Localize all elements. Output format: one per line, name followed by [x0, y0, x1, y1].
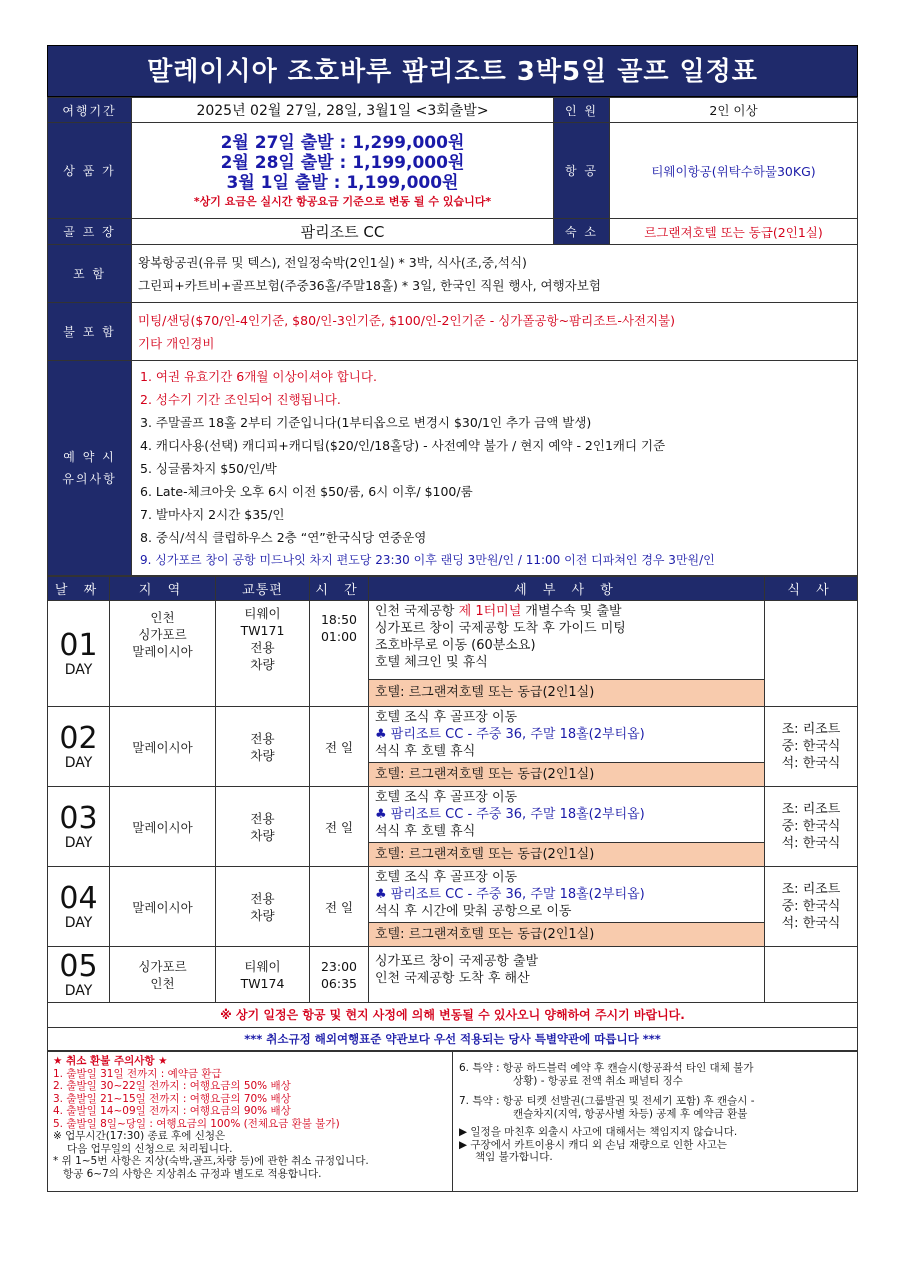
day-row [48, 787, 858, 867]
special-bullet: 책임 불가합니다. [475, 1151, 553, 1163]
notice-label-line: 예 약 시 [63, 450, 116, 464]
cancel-policy: *** 취소규정 해외여행표준 약관보다 우선 적용되는 당사 특별약관에 따릅니다 *** [48, 1028, 858, 1051]
notice-item: 9. 싱가포르 창이 공항 미드나잇 차지 편도당 23:30 이후 랜딩 3만원/인 / 11:00 이전 디파쳐인 경우 3만원/인 [140, 552, 715, 567]
meal: 조: 리조트 중: 한국식 석: 한국식 [765, 787, 858, 867]
detail-line: ♣ 팜리조트 CC - 주중 36, 주말 18홀(2부티옵) [375, 807, 645, 822]
detail-line: 싱가포르 창이 국제공항 도착 후 가이드 미팅 [375, 621, 626, 636]
detail-line: 조호바루로 이동 (60분소요) [375, 638, 536, 653]
meal: 조: 리조트 중: 한국식 석: 한국식 [765, 707, 858, 787]
terminal-highlight: 제 1터미널 [458, 604, 522, 619]
detail-line: 석식 후 시간에 맞춰 공항으로 이동 [375, 904, 572, 919]
cancel-rules [48, 1052, 453, 1192]
detail-line: 석식 후 호텔 휴식 [375, 744, 476, 759]
hotel-line: 호텔: 르그랜져호텔 또는 동급(2인1실) [369, 762, 764, 786]
special-item: 7. 특약 : 항공 티켓 선발권(그룹발권 및 전세기 포함) 후 캔슬시 - [459, 1095, 755, 1107]
price-line: 3월 1일 출발 : 1,199,000원 [226, 172, 459, 193]
special-terms [453, 1052, 858, 1192]
hotel-value: 르그랜져호텔 또는 동급(2인1실) [610, 219, 858, 245]
special-bullet: ▶ 일정을 마친후 외출시 사고에 대해서는 책임지지 않습니다. [459, 1126, 738, 1138]
details-cell [369, 707, 765, 787]
price-note: *상기 요금은 실시간 항공요금 기준으로 변동 될 수 있습니다* [193, 194, 492, 208]
exclude-label: 불 포 함 [48, 303, 132, 361]
hotel-line: 호텔: 르그랜져호텔 또는 동급(2인1실) [369, 922, 764, 946]
detail-line: ♣ 팜리조트 CC - 주중 36, 주말 18홀(2부티옵) [375, 887, 645, 902]
meal [765, 947, 858, 1003]
people-label: 인 원 [554, 98, 610, 123]
day-label: DAY [64, 754, 93, 771]
day-label: DAY [64, 834, 93, 851]
notice-item: 4. 캐디사용(선택) 캐디피+캐디팁($20/인/18홀당) - 사전예약 불가 / 현지 예약 - 2인1캐디 기준 [140, 437, 666, 453]
details-text [369, 947, 764, 989]
meal [765, 601, 858, 707]
detail-line: 호텔 조식 후 골프장 이동 [375, 870, 518, 885]
notice-item: 6. Late-체크아웃 오후 6시 이전 $50/룸, 6시 이후/ $100/룸 [140, 483, 473, 499]
header-transport: 교통편 [216, 577, 310, 601]
header-date: 날 짜 [48, 577, 110, 601]
details-text [369, 601, 764, 673]
price-line: 2월 27일 출발 : 1,299,000원 [220, 132, 465, 153]
header-details: 세 부 사 항 [369, 577, 765, 601]
notice-item: 7. 발마사지 2시간 $35/인 [140, 506, 285, 522]
day-number: 05 [59, 948, 98, 984]
special-item: 캔슬차지(지역, 항공사별 차등) 공제 후 예약금 환불 [513, 1107, 748, 1120]
airline-value: 티웨이항공(위탁수하물30KG) [610, 123, 858, 219]
day-label: DAY [64, 914, 93, 931]
exclude-line: 미팅/샌딩($70/인-4인기준, $80/인-3인기준, $100/인-2인기준 - 싱가폴공항~팜리조트-사전지불) [138, 312, 676, 328]
header-time: 시 간 [310, 577, 369, 601]
schedule-table [47, 576, 858, 1051]
detail-line: 호텔 체크인 및 휴식 [375, 655, 488, 670]
region: 싱가포르 인천 [110, 947, 216, 1003]
detail-line: ♣ 팜리조트 CC - 주중 36, 주말 18홀(2부티옵) [375, 727, 645, 742]
price-line: 2월 28일 출발 : 1,199,000원 [220, 152, 465, 173]
cancel-item: 1. 출발일 31일 전까지 : 예약금 환급 [53, 1067, 222, 1080]
header-region: 지 역 [110, 577, 216, 601]
cancel-title: ★ 취소 환불 주의사항 ★ [53, 1055, 168, 1067]
notice-item: 3. 주말골프 18홀 2부티 기준입니다(1부티옵으로 변경시 $30/1인 추가 금액 발생) [140, 414, 592, 430]
details-cell [369, 947, 765, 1003]
region: 인천 싱가포르 말레이시아 [110, 601, 216, 707]
day-number: 01 [59, 627, 98, 663]
cancel-note: * 위 1~5번 사항은 지상(숙박,골프,차량 등)에 관한 취소 규정입니다. [53, 1155, 369, 1167]
price-label: 상 품 가 [48, 123, 132, 219]
info-table [47, 97, 858, 576]
time: 18:50 01:00 [310, 601, 369, 707]
include-line: 그린피+카트비+골프보험(주중36홀/주말18홀) * 3일, 한국인 직원 행사, 여행자보험 [138, 277, 601, 293]
notice-label [48, 361, 132, 576]
golf-value: 팜리조트 CC [132, 219, 554, 245]
header-meal: 식 사 [765, 577, 858, 601]
day-number: 02 [59, 720, 98, 756]
cancel-note: ※ 업무시간(17:30) 종료 후에 신청은 [53, 1130, 226, 1142]
notice-item: 2. 성수기 기간 조인되어 진행됩니다. [140, 391, 341, 407]
exclude-line: 기타 개인경비 [138, 335, 215, 351]
notice-item: 1. 여권 유효기간 6개월 이상이셔야 합니다. [140, 368, 377, 384]
cancellation-table [47, 1051, 858, 1192]
include-line: 왕복항공권(유류 및 텍스), 전일정숙박(2인1실) * 3박, 식사(조,중,석식) [138, 254, 527, 270]
cancel-note: 항공 6~7의 사항은 지상취소 규정과 별도로 적용합니다. [63, 1167, 322, 1180]
details-text [369, 787, 764, 842]
detail-line: 석식 후 호텔 휴식 [375, 824, 476, 839]
special-bullet: ▶ 구장에서 카트이용시 캐디 외 손님 재량으로 인한 사고는 [459, 1138, 728, 1151]
day-row [48, 707, 858, 787]
notice-item: 8. 중식/석식 클럽하우스 2층 “연”한국식당 연중운영 [140, 529, 427, 545]
time: 전 일 [310, 867, 369, 947]
transport: 전용 차량 [216, 787, 310, 867]
details-cell [369, 787, 765, 867]
day-row [48, 601, 858, 707]
people-value: 2인 이상 [610, 98, 858, 123]
details-text [369, 707, 764, 762]
period-value: 2025년 02월 27일, 28일, 3월1일 <3회출발> [132, 98, 554, 123]
region: 말레이시아 [110, 867, 216, 947]
detail-line: 인천 국제공항 제 1터미널 개별수속 및 출발 [375, 604, 622, 619]
day-row [48, 947, 858, 1003]
transport: 전용 차량 [216, 867, 310, 947]
period-label: 여행기간 [48, 98, 132, 123]
day-number: 04 [59, 880, 98, 916]
cancel-item: 3. 출발일 21~15일 전까지 : 여행요금의 70% 배상 [53, 1092, 291, 1105]
hotel-line: 호텔: 르그랜져호텔 또는 동급(2인1실) [369, 842, 764, 866]
detail-line: 인천 국제공항 도착 후 해산 [375, 971, 530, 986]
day-number: 03 [59, 800, 98, 836]
details-cell [369, 867, 765, 947]
price-cell [132, 123, 554, 219]
cancel-item: 2. 출발일 30~22일 전까지 : 여행요금의 50% 배상 [53, 1080, 291, 1092]
notice-cell [132, 361, 858, 576]
time: 전 일 [310, 787, 369, 867]
transport: 티웨이 TW171 전용 차량 [216, 601, 310, 707]
day-label: DAY [64, 661, 93, 678]
region: 말레이시아 [110, 707, 216, 787]
time: 23:00 06:35 [310, 947, 369, 1003]
meal: 조: 리조트 중: 한국식 석: 한국식 [765, 867, 858, 947]
day-cell [48, 601, 110, 707]
day-cell [48, 707, 110, 787]
include-label: 포 함 [48, 245, 132, 303]
time: 전 일 [310, 707, 369, 787]
hotel-label: 숙 소 [554, 219, 610, 245]
schedule-warning: ※ 상기 일정은 항공 및 현지 사정에 의해 변동될 수 있사오니 양해하여 주시기 바랍니다. [48, 1003, 858, 1028]
detail-line: 싱가포르 창이 국제공항 출발 [375, 954, 539, 969]
cancel-item: 5. 출발일 8일~당일 : 여행요금의 100% (전체요금 환불 불가) [53, 1117, 340, 1130]
hotel-line: 호텔: 르그랜져호텔 또는 동급(2인1실) [369, 679, 764, 706]
golf-label: 골 프 장 [48, 219, 132, 245]
day-cell [48, 867, 110, 947]
itinerary-document [47, 45, 858, 1192]
transport: 전용 차량 [216, 707, 310, 787]
day-row [48, 867, 858, 947]
day-cell [48, 947, 110, 1003]
day-label: DAY [64, 982, 93, 999]
cancel-item: 4. 출발일 14~09일 전까지 : 여행요금의 90% 배상 [53, 1105, 291, 1117]
airline-label: 항 공 [554, 123, 610, 219]
special-item: 상황) - 항공료 전액 취소 패널티 징수 [513, 1074, 683, 1087]
region: 말레이시아 [110, 787, 216, 867]
special-item: 6. 특약 : 항공 하드블럭 예약 후 캔슬시(항공좌석 타인 대체 불가 [459, 1062, 754, 1074]
detail-line: 호텔 조식 후 골프장 이동 [375, 790, 518, 805]
notice-label-line: 유의사항 [62, 472, 117, 486]
day-cell [48, 787, 110, 867]
include-cell [132, 245, 858, 303]
page-title: 말레이시아 조호바루 팜리조트 3박5일 골프 일정표 [47, 45, 858, 97]
details-cell [369, 601, 765, 707]
notice-item: 5. 싱글룸차지 $50/인/박 [140, 460, 277, 476]
detail-line: 호텔 조식 후 골프장 이동 [375, 710, 518, 725]
exclude-cell [132, 303, 858, 361]
details-text [369, 867, 764, 922]
cancel-note: 다음 업무일의 신청으로 처리됩니다. [67, 1142, 233, 1155]
transport: 티웨이 TW174 [216, 947, 310, 1003]
